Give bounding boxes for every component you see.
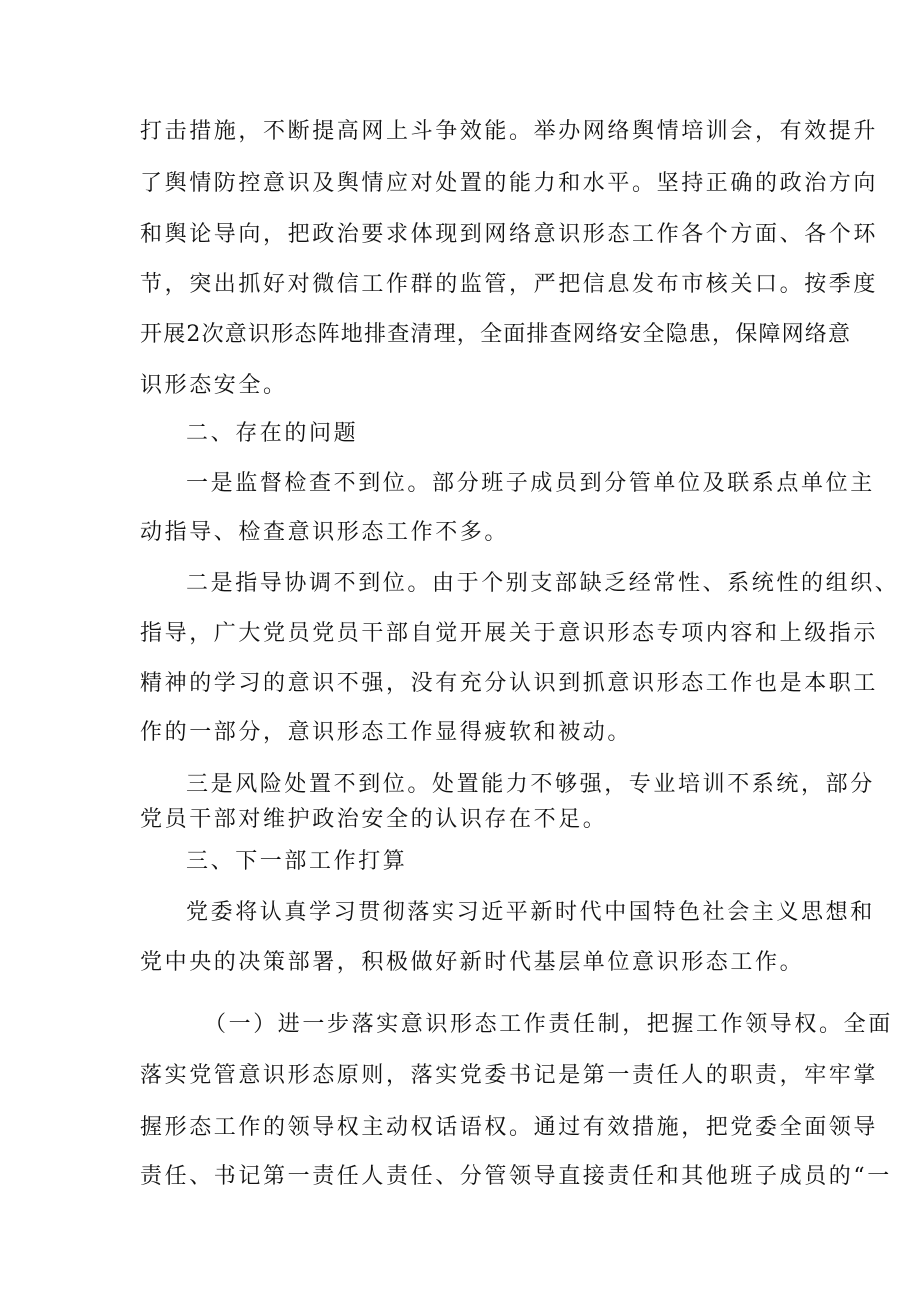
paragraph-line: 开展2次意识形态阵地排查清理，全面排查网络安全隐患，保障网络意 [140,322,852,347]
paragraph-line: 精神的学习的意识不强，没有充分认识到抓意识形态工作也是本职工 [140,671,879,696]
paragraph-line: 一是监督检查不到位。部分班子成员到分管单位及联系点单位主 [186,471,875,496]
section-heading: 二、存在的问题 [186,421,359,446]
paragraph-line: 了舆情防控意识及舆情应对处置的能力和水平。坚持正确的政治方向 [140,171,879,196]
paragraph-line: 党员干部对维护政治安全的认识存在不足。 [140,807,608,832]
paragraph-line: 和舆论导向，把政治要求体现到网络意识形态工作各个方面、各个环 [140,222,879,247]
paragraph-line: （一）进一步落实意识形态工作责任制，把握工作领导权。全面 [204,1012,893,1037]
paragraph-line: 三是风险处置不到位。处置能力不够强，专业培训不系统，部分 [186,772,875,797]
paragraph-line: 指导，广大党员党员干部自觉开展关于意识形态专项内容和上级指示 [140,621,879,646]
paragraph-line: 握形态工作的领导权主动权话语权。通过有效措施，把党委全面领导 [140,1115,879,1140]
paragraph-line: 打击措施，不断提高网上斗争效能。举办网络舆情培训会，有效提升 [140,119,879,144]
paragraph-line: 落实党管意识形态原则，落实党委书记是第一责任人的职责，牢牢掌 [140,1063,879,1088]
paragraph-line: 识形态安全。 [140,373,288,398]
paragraph-line: 二是指导协调不到位。由于个别支部缺乏经常性、系统性的组织、 [186,571,900,596]
paragraph-line: 节，突出抓好对微信工作群的监管，严把信息发布市核关口。按季度 [140,272,879,297]
section-heading: 三、下一部工作打算 [186,849,408,874]
paragraph-line: 作的一部分，意识形态工作显得疲软和被动。 [140,720,633,745]
paragraph-line: 责任、书记第一责任人责任、分管领导直接责任和其他班子成员的“一 [140,1164,892,1189]
paragraph-line: 党中央的决策部署，积极做好新时代基层单位意识形态工作。 [140,950,805,975]
paragraph-line: 动指导、检查意识形态工作不多。 [140,520,510,545]
paragraph-line: 党委将认真学习贯彻落实习近平新时代中国特色社会主义思想和 [186,900,875,925]
